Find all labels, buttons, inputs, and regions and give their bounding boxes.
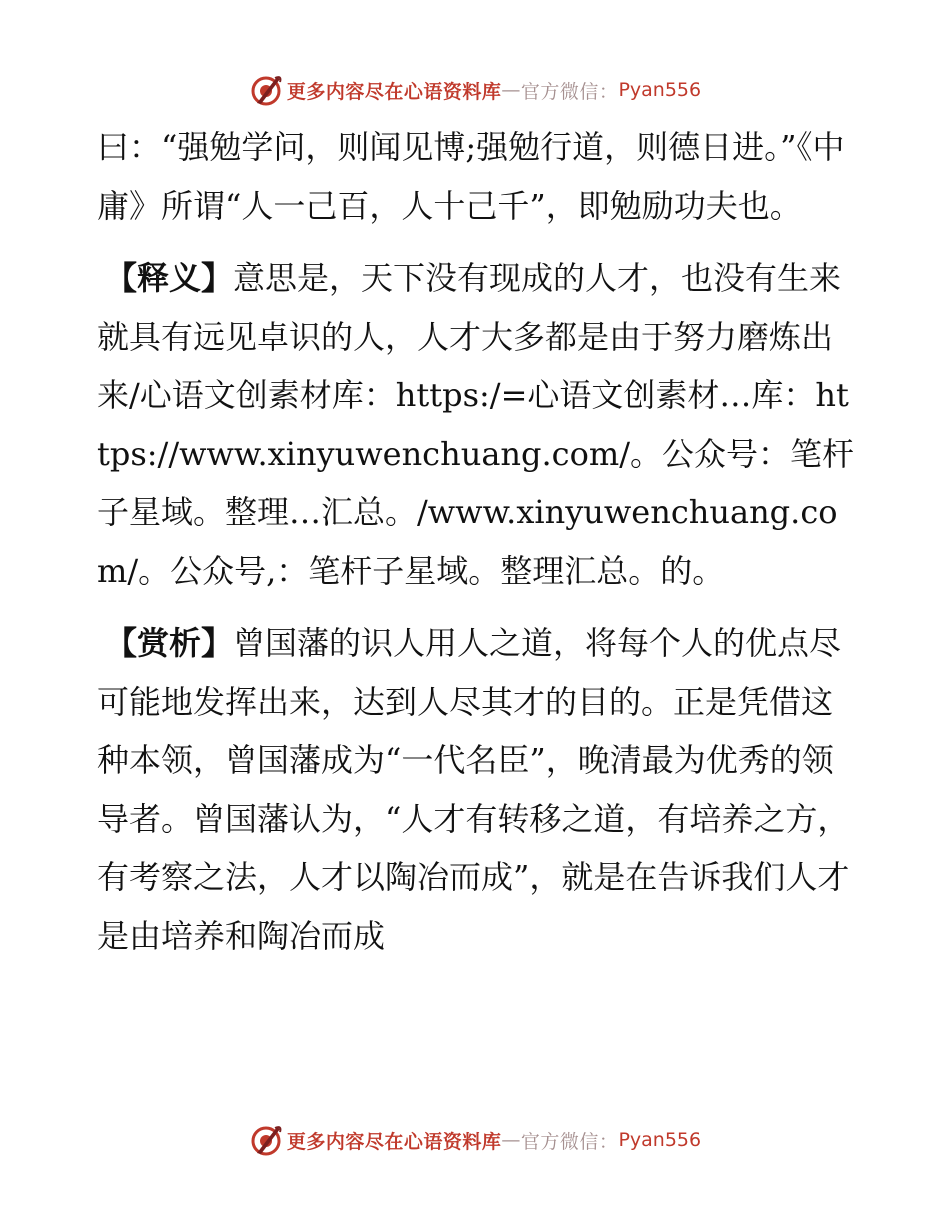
appreciation-tag: 【赏析】 [105,624,234,662]
header-brand: 更多内容尽在心语资料库 [286,80,502,103]
interpretation-tag: 【释义】 [105,259,234,297]
paragraph-appreciation [97,614,857,965]
header-label: 官方微信： [520,80,619,103]
quill-pen-logo-icon [249,1123,283,1157]
footer-wechat-id: Pyan556 [618,1129,702,1151]
footer-brand: 更多内容尽在心语资料库 [286,1130,502,1153]
paragraph-interpretation [97,249,857,600]
paragraph-quote: 曰：“强勉学问，则闻见博;强勉行道，则德日进。”《中庸》所谓“人一己百，人十己千”，即勉励功夫也。 [97,128,845,225]
footer-dash: — [501,1129,521,1151]
appreciation-text: 曾国藩的识人用人之道，将每个人的优点尽可能地发挥出来，达到人尽其才的目的。正是凭借这种本领，曾国藩成为“一代名臣”，晚清最为优秀的领导者。曾国藩认为，“人才有转移之道，有培养之方，有考察之法，人才以陶冶而成”，就是在告诉我们人才是由培养和陶冶而成 [97,624,850,955]
header-banner [0,70,950,110]
header-wechat-id: Pyan556 [618,79,702,101]
quill-pen-logo-icon [249,73,283,107]
footer-label: 官方微信： [520,1130,619,1153]
header-dash: — [501,79,521,101]
interpretation-text: 意思是，天下没有现成的人才，也没有生来就具有远见卓识的人，人才大多都是由于努力磨炼出来/心语文创素材库：https:/=心语文创素材…库：https://www.xinyuwenchuang.com/。公众号：笔杆子星域。整理…汇总。/www.xinyuwenchuang.com/。公众号,：笔杆子星域。整理汇总。的。 [97,259,854,590]
footer-banner [0,1120,950,1160]
document-body [97,118,857,965]
